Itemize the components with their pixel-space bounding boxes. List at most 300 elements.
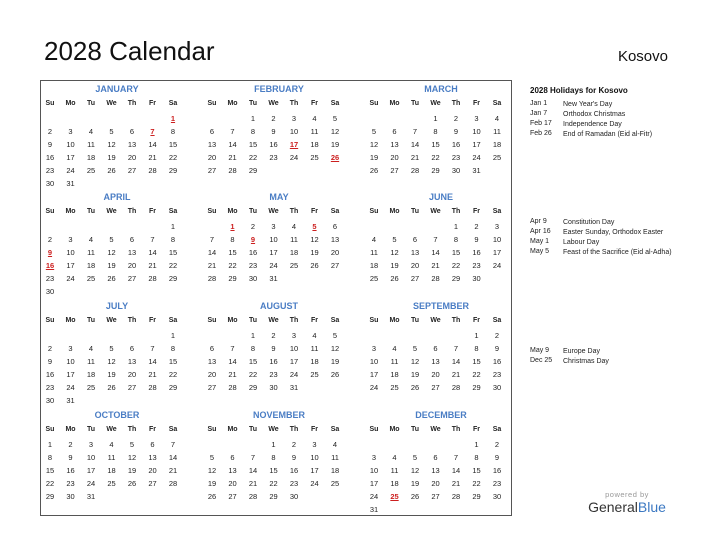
calendar-day: 18 [390,479,399,488]
holidays-title: 2028 Holidays for Kosovo [530,86,628,95]
calendar-day: 12 [410,357,420,366]
calendar-day: 6 [129,235,135,244]
calendar-day: 11 [290,235,298,244]
calendar-day: 11 [310,127,319,136]
weekday-header: Tu [86,317,96,324]
calendar-day: 7 [150,235,155,244]
month-name: OCTOBER [94,410,140,420]
calendar-day: 4 [312,114,317,123]
holiday-name: New Year's Day [563,101,613,108]
calendar-day: 5 [412,344,418,353]
calendar-day: 24 [492,261,502,270]
weekday-header: Th [289,426,299,433]
calendar-day: 2 [474,222,479,231]
calendar-day: 4 [371,235,377,244]
calendar-day: 27 [148,479,157,488]
weekday-header: Tu [410,317,420,324]
weekday-header: Su [369,100,379,107]
brand-powered-by: powered by [605,490,649,499]
calendar-day: 8 [170,235,176,244]
calendar-day: 11 [310,344,319,353]
calendar-day: 15 [168,357,178,366]
calendar-day: 20 [127,261,137,270]
calendar-day: 13 [207,357,217,366]
calendar-day: 13 [228,466,237,475]
month-name: NOVEMBER [252,410,305,420]
holiday-date-label: Jan 7 [530,110,548,117]
weekday-header: Sa [492,100,502,107]
month-name: MAY [269,192,289,202]
calendar-day: 29 [168,274,178,283]
weekday-header: Fr [473,426,480,433]
calendar-day: 24 [66,166,75,175]
calendar-day: 4 [392,453,397,462]
calendar-day: 15 [45,466,55,475]
calendar-day: 23 [269,153,278,162]
calendar-day: 1 [47,440,53,449]
calendar-day: 6 [433,453,438,462]
calendar-day: 22 [472,370,481,379]
holiday-date: 1 [230,222,235,231]
holiday-name: Independence Day [563,121,622,128]
calendar-day: 11 [493,127,501,136]
calendar-day: 25 [107,479,116,488]
calendar-day: 19 [107,261,116,270]
calendar-day: 24 [269,261,278,270]
weekday-header: Su [45,317,55,324]
calendar-day: 21 [228,370,237,379]
calendar-day: 29 [45,492,55,501]
calendar-day: 7 [433,235,438,244]
calendar-day: 19 [330,140,340,149]
calendar-day: 10 [86,453,96,462]
weekday-header: Sa [330,100,340,107]
calendar-day: 18 [86,153,96,162]
calendar-day: 25 [86,383,96,392]
calendar-day: 11 [87,248,95,257]
calendar-day: 28 [228,383,237,392]
calendar-day: 7 [453,344,459,353]
calendar-day: 2 [47,127,53,136]
holiday-date-label: Dec 25 [530,357,553,364]
holiday-group [530,347,700,367]
calendar-day: 9 [68,453,73,462]
calendar-day: 22 [248,370,258,379]
weekday-header: Mo [65,208,76,215]
calendar-day: 4 [494,114,500,123]
calendar-day: 23 [492,370,502,379]
calendar-day: 20 [207,153,217,162]
holiday-name: Europe Day [563,348,600,355]
weekday-header: We [430,100,441,107]
month-name: APRIL [103,192,131,202]
calendar-day: 7 [453,453,459,462]
calendar-day: 19 [410,479,420,488]
calendar-day: 4 [332,440,338,449]
calendar-day: 4 [88,127,94,136]
calendar-day: 12 [330,127,340,136]
calendar-day: 26 [107,166,116,175]
calendar-day: 10 [492,235,502,244]
calendar-day: 10 [66,357,75,366]
holiday-date-label: Feb 26 [530,130,552,137]
calendar-day: 23 [45,274,55,283]
calendar-day: 24 [369,492,379,501]
calendar-day: 20 [330,248,340,257]
month-name: MARCH [424,84,458,94]
calendar-day: 27 [330,261,340,270]
calendar-day: 19 [390,261,399,270]
calendar-day: 21 [410,153,420,162]
calendar-day: 23 [248,261,258,270]
holiday-name: Orthodox Christmas [563,111,626,118]
holiday-item [530,110,700,120]
calendar-day: 16 [45,370,55,379]
calendar-day: 19 [310,248,319,257]
calendar-day: 4 [392,344,397,353]
calendar-day: 22 [472,479,481,488]
calendar-day: 23 [289,479,299,488]
weekday-header: Fr [311,317,318,324]
month-name: JUNE [428,192,453,202]
calendar-day: 16 [66,466,75,475]
calendar-day: 25 [86,274,96,283]
holiday-date: 9 [47,248,53,257]
calendar-day: 14 [168,453,178,462]
calendar-day: 4 [88,344,94,353]
holiday-name: Easter Sunday, Orthodox Easter [563,229,664,236]
holiday-date-label: Apr 9 [530,218,547,225]
calendar-day: 14 [148,140,157,149]
calendar-day: 9 [494,344,500,353]
calendar-day: 19 [369,153,379,162]
calendar-day: 17 [66,153,75,162]
calendar-day: 18 [86,261,96,270]
weekday-header: We [106,208,117,215]
calendar-day: 16 [451,140,461,149]
calendar-day: 8 [230,235,235,244]
weekday-header: Tu [410,208,420,215]
calendar-day: 3 [371,344,377,353]
calendar-day: 16 [492,466,502,475]
weekday-header: Th [289,208,299,215]
calendar-day: 15 [451,248,461,257]
calendar-day: 28 [451,383,461,392]
calendar-day: 18 [390,370,399,379]
calendar-day: 3 [68,127,73,136]
calendar-day: 15 [431,140,440,149]
brand-logo[interactable] [585,490,669,515]
calendar-day: 25 [310,370,319,379]
calendar-day: 3 [88,440,94,449]
calendar-day: 12 [207,466,217,475]
calendar-day: 20 [148,466,157,475]
calendar-day: 10 [369,357,379,366]
calendar-day: 29 [472,492,481,501]
calendar-day: 17 [66,261,75,270]
holiday-item [530,248,700,268]
calendar-day: 26 [410,492,420,501]
weekday-header: Mo [227,317,238,324]
calendar-day: 29 [248,166,258,175]
weekday-header: Su [45,208,55,215]
calendar-day: 22 [168,153,178,162]
weekday-header: Th [289,317,299,324]
weekday-header: Sa [492,317,502,324]
calendar-day: 28 [168,479,178,488]
calendar-day: 11 [390,357,399,366]
weekday-header: We [430,426,441,433]
calendar-day: 2 [68,440,73,449]
calendar-day: 15 [248,357,258,366]
calendar-day: 8 [474,453,479,462]
calendar-day: 6 [332,222,338,231]
calendar-day: 1 [271,440,276,449]
calendar-day: 27 [127,166,137,175]
weekday-header: Th [127,317,137,324]
holiday-date-label: May 5 [530,248,550,255]
weekday-header: Mo [389,100,400,107]
calendar-day: 9 [453,127,459,136]
calendar-day: 18 [86,370,96,379]
calendar-day: 14 [148,248,157,257]
weekday-header: Tu [410,426,420,433]
weekday-header: Sa [492,208,502,215]
calendar-day: 18 [369,261,379,270]
calendar-day: 23 [45,166,55,175]
calendar-day: 16 [248,248,258,257]
calendar-day: 15 [228,248,237,257]
calendar-day: 5 [109,127,114,136]
weekday-header: We [106,100,117,107]
calendar-day: 31 [369,505,379,514]
weekday-header: Tu [248,208,258,215]
calendar-day: 10 [289,127,299,136]
weekday-header: Su [369,208,379,215]
calendar-day: 24 [86,479,96,488]
calendar-day: 17 [369,370,379,379]
calendar-day: 12 [369,140,379,149]
weekday-header: Mo [389,426,400,433]
calendar-day: 23 [269,370,278,379]
weekday-header: Th [127,208,137,215]
weekday-header: Mo [227,208,238,215]
calendar-day: 1 [250,114,256,123]
calendar-day: 4 [291,222,297,231]
calendar-day: 2 [494,440,500,449]
weekday-header: Tu [86,426,96,433]
calendar-day: 6 [433,344,438,353]
calendar-day: 14 [410,140,420,149]
calendar-day: 14 [207,248,217,257]
weekday-header: Tu [248,100,258,107]
calendar-day: 27 [127,274,137,283]
calendar-day: 20 [410,261,420,270]
calendar-day: 14 [228,357,237,366]
weekday-header: We [430,317,441,324]
calendar-day: 29 [228,274,237,283]
calendar-day: 8 [271,453,276,462]
calendar-day: 23 [492,479,502,488]
holiday-date: 9 [250,235,256,244]
calendar-day: 18 [107,466,116,475]
weekday-header: Mo [389,208,400,215]
calendar-day: 1 [474,331,479,340]
calendar-day: 23 [472,261,481,270]
weekday-header: Th [451,100,461,107]
weekday-header: Th [451,426,461,433]
calendar-day: 7 [230,127,235,136]
calendar-day: 13 [148,453,157,462]
calendar-day: 1 [433,114,438,123]
calendar-day: 13 [431,357,440,366]
calendar-day: 27 [431,492,440,501]
calendar-day: 14 [431,248,440,257]
calendar-day: 27 [228,492,237,501]
weekday-header: Th [289,100,299,107]
holiday-date: 25 [390,492,399,501]
calendar-day: 17 [310,466,319,475]
weekday-header: Su [207,426,217,433]
calendar-day: 21 [148,153,157,162]
calendar-day: 17 [472,140,481,149]
calendar-day: 12 [107,248,116,257]
calendar-day: 30 [248,274,258,283]
calendar-day: 29 [168,166,178,175]
weekday-header: Tu [248,317,258,324]
calendar-day: 19 [207,479,217,488]
calendar-day: 20 [431,479,440,488]
calendar-day: 14 [248,466,258,475]
calendar-day: 28 [431,274,440,283]
month-name: JULY [105,301,129,311]
weekday-header: Sa [492,426,502,433]
holiday-date: 26 [330,153,340,162]
calendar-day: 15 [248,140,258,149]
calendar-day: 12 [107,140,116,149]
weekday-header: Mo [65,426,76,433]
holiday-date-label: Jan 1 [530,100,548,107]
calendar-day: 17 [66,370,75,379]
calendar-day: 22 [168,370,178,379]
calendar-day: 26 [207,492,217,501]
calendar-day: 5 [392,235,397,244]
holiday-name: Constitution Day [563,219,615,226]
calendar-day: 27 [207,166,217,175]
month-name: SEPTEMBER [412,301,469,311]
calendar-day: 3 [494,222,500,231]
weekday-header: Su [369,317,379,324]
calendar-day: 26 [310,261,319,270]
calendar-day: 29 [431,166,440,175]
calendar-day: 30 [492,492,502,501]
calendar-day: 3 [68,235,73,244]
weekday-header: Mo [65,317,76,324]
calendar-day: 18 [310,357,319,366]
weekday-header: Th [127,100,137,107]
calendar-day: 10 [66,248,75,257]
calendar-day: 7 [150,344,155,353]
calendar-day: 14 [451,357,461,366]
calendar-day: 12 [330,344,340,353]
calendar-day: 18 [330,466,340,475]
weekday-header: Mo [227,100,238,107]
calendar-day: 1 [170,222,176,231]
weekday-header: Su [45,100,55,107]
calendar-day: 30 [45,396,55,405]
calendar-day: 5 [332,114,338,123]
calendar-day: 24 [472,153,481,162]
calendar-day: 12 [390,248,399,257]
weekday-header: Fr [149,317,156,324]
calendar-day: 12 [127,453,137,462]
calendar-day: 14 [228,140,237,149]
weekday-header: We [268,317,279,324]
calendar-day: 19 [127,466,137,475]
calendar-day: 28 [148,383,157,392]
calendar-day: 31 [66,179,75,188]
calendar-day: 27 [207,383,217,392]
weekday-header: Sa [168,317,178,324]
calendar-day: 3 [474,114,479,123]
calendar-day: 17 [86,466,96,475]
calendar-day: 6 [209,127,215,136]
calendar-day: 13 [127,357,137,366]
calendar-day: 3 [291,114,297,123]
calendar-day: 8 [250,127,256,136]
holiday-date-label: Feb 17 [530,120,552,127]
calendar-day: 17 [369,479,379,488]
calendar-day: 5 [109,235,114,244]
weekday-header: Fr [473,317,480,324]
calendar-day: 13 [330,235,340,244]
calendar-day: 11 [107,453,116,462]
calendar-day: 13 [390,140,399,149]
calendar-day: 30 [451,166,461,175]
weekday-header: Mo [389,317,400,324]
calendar-day: 10 [369,466,379,475]
calendar-day: 21 [168,466,178,475]
calendar-day: 9 [47,140,53,149]
weekday-header: Sa [330,317,340,324]
calendar-day: 5 [371,127,377,136]
calendar-day: 8 [453,235,459,244]
calendar-day: 29 [451,274,461,283]
calendar-day: 20 [390,153,399,162]
weekday-header: Su [207,208,217,215]
calendar-day: 6 [230,453,235,462]
calendar-day: 2 [250,222,256,231]
calendar-day: 31 [269,274,278,283]
holiday-date-label: May 1 [530,238,550,245]
calendar-day: 2 [47,235,53,244]
calendar-day: 11 [390,466,399,475]
weekday-header: Th [451,208,461,215]
calendar-day: 29 [168,383,178,392]
holiday-date: 1 [170,114,176,123]
calendar-day: 16 [269,357,278,366]
calendar-day: 25 [390,383,399,392]
calendar-day: 28 [207,274,217,283]
weekday-header: Su [207,100,217,107]
calendar-day: 22 [431,153,440,162]
calendar-day: 19 [410,370,420,379]
calendar-day: 26 [107,274,116,283]
holiday-item [530,228,700,238]
weekday-header: Sa [168,426,178,433]
calendar-day: 2 [453,114,459,123]
weekday-header: Su [369,426,379,433]
